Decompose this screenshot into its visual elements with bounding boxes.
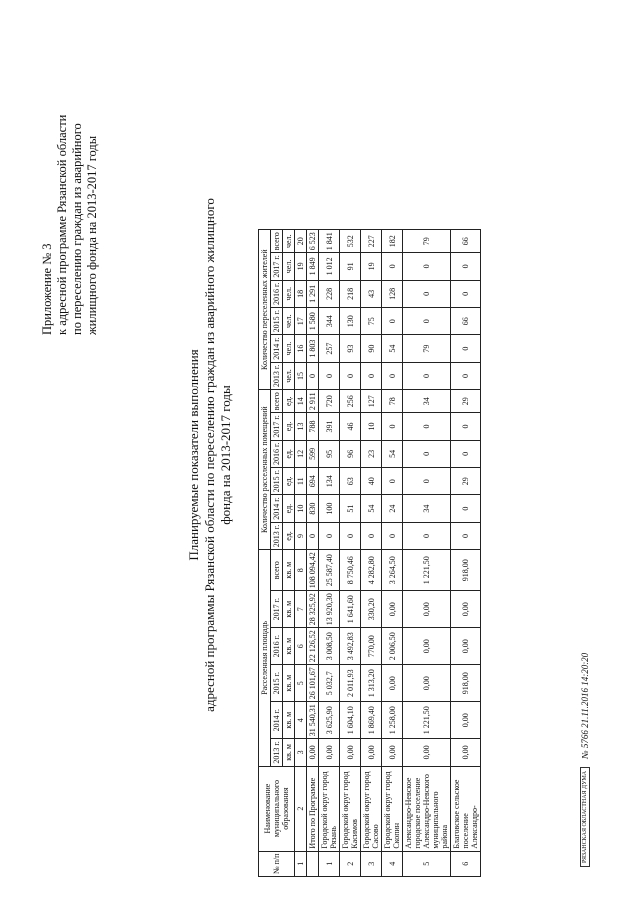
cell-people: 0 bbox=[403, 362, 451, 389]
header-year: всего bbox=[271, 390, 283, 413]
table-row bbox=[361, 230, 382, 877]
column-number: 12 bbox=[295, 440, 307, 467]
cell-rooms: 599 bbox=[307, 440, 319, 467]
cell-area: 918,00 bbox=[451, 665, 481, 702]
row-num: 3 bbox=[361, 851, 382, 876]
header-year: 2014 г. bbox=[271, 702, 283, 739]
cell-rooms: 134 bbox=[319, 468, 340, 495]
row-name: Благовское сельское поселение Александро- bbox=[451, 766, 481, 851]
cell-area: 28 325,92 bbox=[307, 591, 319, 628]
header-year: 2013 г. bbox=[271, 739, 283, 766]
cell-people: 1 803 bbox=[307, 335, 319, 362]
cell-rooms: 0 bbox=[403, 413, 451, 440]
document-title bbox=[186, 75, 234, 835]
header-unit: кв. м bbox=[283, 591, 295, 628]
cell-rooms: 0 bbox=[361, 522, 382, 549]
header-year: 2016 г. bbox=[271, 628, 283, 665]
header-unit: ед. bbox=[283, 522, 295, 549]
cell-people: 0 bbox=[340, 362, 361, 389]
cell-rooms: 24 bbox=[382, 495, 403, 522]
cell-people: 79 bbox=[403, 335, 451, 362]
header-unit: чел. bbox=[283, 253, 295, 280]
cell-area: 0,00 bbox=[340, 739, 361, 766]
cell-area: 1 313,20 bbox=[361, 665, 382, 702]
row-name: Городской округ город Скопин bbox=[382, 766, 403, 851]
appendix-line: Приложение № 3 bbox=[40, 243, 54, 335]
cell-rooms: 46 bbox=[340, 413, 361, 440]
header-year: 2014 г. bbox=[271, 335, 283, 362]
cell-people: 1 291 bbox=[307, 280, 319, 307]
cell-rooms: 0 bbox=[340, 522, 361, 549]
cell-area: 3 008,50 bbox=[319, 628, 340, 665]
cell-people: 532 bbox=[340, 230, 361, 253]
cell-people: 0 bbox=[403, 308, 451, 335]
cell-people: 0 bbox=[403, 280, 451, 307]
cell-area: 0,00 bbox=[403, 739, 451, 766]
header-year: всего bbox=[271, 550, 283, 591]
appendix-line: по переселению граждан из аварийного bbox=[70, 123, 84, 335]
cell-area: 0,00 bbox=[451, 591, 481, 628]
header-unit: кв. м bbox=[283, 665, 295, 702]
row-name: Городской округ город Рязань bbox=[319, 766, 340, 851]
cell-area: 0,00 bbox=[382, 591, 403, 628]
cell-rooms: 0 bbox=[451, 413, 481, 440]
cell-area: 918,00 bbox=[451, 550, 481, 591]
cell-rooms: 29 bbox=[451, 468, 481, 495]
header-area-group: Расселенная площадь bbox=[259, 550, 271, 766]
registry-stamp: РЯЗАНСКАЯ ОБЛАСТНАЯ ДУМА bbox=[580, 767, 590, 867]
cell-area: 31 540,31 bbox=[307, 702, 319, 739]
cell-people: 66 bbox=[451, 308, 481, 335]
cell-rooms: 100 bbox=[319, 495, 340, 522]
cell-rooms: 256 bbox=[340, 390, 361, 413]
header-num: № п/п bbox=[259, 851, 295, 876]
cell-people: 19 bbox=[361, 253, 382, 280]
cell-people: 218 bbox=[340, 280, 361, 307]
cell-people: 128 bbox=[382, 280, 403, 307]
cell-area: 3 264,50 bbox=[382, 550, 403, 591]
column-number: 13 bbox=[295, 413, 307, 440]
cell-area: 770,00 bbox=[361, 628, 382, 665]
cell-people: 43 bbox=[361, 280, 382, 307]
row-num: 4 bbox=[382, 851, 403, 876]
cell-area: 4 282,80 bbox=[361, 550, 382, 591]
cell-people: 1 580 bbox=[307, 308, 319, 335]
row-name: Городской округ город Касимов bbox=[340, 766, 361, 851]
header-year: 2015 г. bbox=[271, 665, 283, 702]
header-year: 2013 г. bbox=[271, 522, 283, 549]
cell-area: 0,00 bbox=[307, 739, 319, 766]
cell-rooms: 0 bbox=[451, 522, 481, 549]
header-name: Наименование муниципального образования bbox=[259, 766, 295, 851]
cell-area: 13 920,30 bbox=[319, 591, 340, 628]
table-row bbox=[382, 230, 403, 877]
cell-people: 0 bbox=[451, 253, 481, 280]
column-number: 8 bbox=[295, 550, 307, 591]
cell-area: 1 604,10 bbox=[340, 702, 361, 739]
column-number: 7 bbox=[295, 591, 307, 628]
cell-people: 130 bbox=[340, 308, 361, 335]
row-num bbox=[307, 851, 319, 876]
row-name: Городской округ город Сасово bbox=[361, 766, 382, 851]
cell-rooms: 788 bbox=[307, 413, 319, 440]
header-unit: ед. bbox=[283, 440, 295, 467]
cell-rooms: 0 bbox=[403, 468, 451, 495]
cell-rooms: 0 bbox=[403, 440, 451, 467]
cell-area: 26 101,67 bbox=[307, 665, 319, 702]
header-unit: чел. bbox=[283, 230, 295, 253]
cell-area: 0,00 bbox=[403, 665, 451, 702]
cell-rooms: 0 bbox=[403, 522, 451, 549]
header-unit: ед. bbox=[283, 495, 295, 522]
cell-area: 330,20 bbox=[361, 591, 382, 628]
title-line: фонда на 2013-2017 годы bbox=[218, 385, 233, 525]
cell-area: 2 011,93 bbox=[340, 665, 361, 702]
header-year: 2016 г. bbox=[271, 280, 283, 307]
header-unit: кв. м bbox=[283, 739, 295, 766]
column-number: 19 bbox=[295, 253, 307, 280]
cell-people: 0 bbox=[382, 362, 403, 389]
cell-rooms: 694 bbox=[307, 468, 319, 495]
cell-people: 0 bbox=[361, 362, 382, 389]
cell-area: 0,00 bbox=[451, 702, 481, 739]
cell-people: 0 bbox=[451, 335, 481, 362]
header-year: 2016 г. bbox=[271, 440, 283, 467]
column-number: 20 bbox=[295, 230, 307, 253]
header-unit: ед. bbox=[283, 468, 295, 495]
row-num: 6 bbox=[451, 851, 481, 876]
cell-area: 8 750,46 bbox=[340, 550, 361, 591]
cell-people: 1 841 bbox=[319, 230, 340, 253]
table-row bbox=[307, 230, 319, 877]
cell-rooms: 63 bbox=[340, 468, 361, 495]
cell-rooms: 34 bbox=[403, 390, 451, 413]
column-number: 1 bbox=[295, 851, 307, 876]
cell-people: 0 bbox=[319, 362, 340, 389]
indicators-table bbox=[258, 229, 481, 877]
cell-rooms: 54 bbox=[382, 440, 403, 467]
cell-rooms: 54 bbox=[361, 495, 382, 522]
header-year: 2015 г. bbox=[271, 308, 283, 335]
header-unit: ед. bbox=[283, 413, 295, 440]
appendix-line: к адресной программе Рязанской области bbox=[55, 114, 69, 335]
cell-rooms: 2 911 bbox=[307, 390, 319, 413]
column-number: 15 bbox=[295, 362, 307, 389]
cell-rooms: 127 bbox=[361, 390, 382, 413]
table-row bbox=[451, 230, 481, 877]
cell-rooms: 23 bbox=[361, 440, 382, 467]
header-year: 2017 г. bbox=[271, 591, 283, 628]
cell-rooms: 0 bbox=[382, 468, 403, 495]
cell-rooms: 0 bbox=[307, 522, 319, 549]
row-name: Александро-Невское городское поселение Александро-Невского муниципального района bbox=[403, 766, 451, 851]
cell-people: 257 bbox=[319, 335, 340, 362]
header-year: всего bbox=[271, 230, 283, 253]
document-number: № 5766 21.11.2016 14:20:20 bbox=[580, 652, 590, 759]
cell-people: 227 bbox=[361, 230, 382, 253]
cell-area: 0,00 bbox=[319, 739, 340, 766]
title-line: адресной программы Рязанской области по переселению граждан из аварийного жилищного bbox=[202, 198, 217, 712]
cell-area: 0,00 bbox=[403, 591, 451, 628]
cell-area: 22 126,52 bbox=[307, 628, 319, 665]
column-number: 4 bbox=[295, 702, 307, 739]
cell-people: 91 bbox=[340, 253, 361, 280]
cell-people: 0 bbox=[403, 253, 451, 280]
cell-area: 0,00 bbox=[361, 739, 382, 766]
row-num: 5 bbox=[403, 851, 451, 876]
cell-people: 1 012 bbox=[319, 253, 340, 280]
footer-stamp bbox=[580, 653, 590, 867]
cell-people: 182 bbox=[382, 230, 403, 253]
cell-rooms: 720 bbox=[319, 390, 340, 413]
column-number: 18 bbox=[295, 280, 307, 307]
column-number: 6 bbox=[295, 628, 307, 665]
header-unit: кв. м bbox=[283, 702, 295, 739]
cell-area: 0,00 bbox=[382, 739, 403, 766]
cell-area: 3 625,90 bbox=[319, 702, 340, 739]
cell-area: 25 587,40 bbox=[319, 550, 340, 591]
cell-area: 1 869,40 bbox=[361, 702, 382, 739]
header-year: 2014 г. bbox=[271, 495, 283, 522]
cell-people: 344 bbox=[319, 308, 340, 335]
cell-rooms: 29 bbox=[451, 390, 481, 413]
row-num: 2 bbox=[340, 851, 361, 876]
cell-people: 54 bbox=[382, 335, 403, 362]
cell-rooms: 51 bbox=[340, 495, 361, 522]
table-row bbox=[340, 230, 361, 877]
cell-rooms: 0 bbox=[451, 440, 481, 467]
table-row bbox=[403, 230, 451, 877]
cell-rooms: 95 bbox=[319, 440, 340, 467]
cell-people: 75 bbox=[361, 308, 382, 335]
appendix-header bbox=[40, 15, 100, 335]
header-unit: кв. м bbox=[283, 550, 295, 591]
cell-people: 6 523 bbox=[307, 230, 319, 253]
header-unit: чел. bbox=[283, 308, 295, 335]
cell-area: 0,00 bbox=[451, 739, 481, 766]
column-number: 2 bbox=[295, 766, 307, 851]
cell-people: 0 bbox=[382, 308, 403, 335]
header-year: 2017 г. bbox=[271, 253, 283, 280]
cell-people: 66 bbox=[451, 230, 481, 253]
cell-rooms: 830 bbox=[307, 495, 319, 522]
cell-people: 79 bbox=[403, 230, 451, 253]
header-unit: чел. bbox=[283, 280, 295, 307]
cell-area: 0,00 bbox=[382, 665, 403, 702]
cell-area: 108 094,42 bbox=[307, 550, 319, 591]
cell-rooms: 78 bbox=[382, 390, 403, 413]
title-line: Планируемые показатели выполнения bbox=[186, 349, 201, 561]
column-number: 17 bbox=[295, 308, 307, 335]
cell-area: 1 641,60 bbox=[340, 591, 361, 628]
cell-people: 90 bbox=[361, 335, 382, 362]
cell-rooms: 391 bbox=[319, 413, 340, 440]
header-year: 2015 г. bbox=[271, 468, 283, 495]
header-unit: ед. bbox=[283, 390, 295, 413]
cell-area: 0,00 bbox=[403, 628, 451, 665]
cell-rooms: 0 bbox=[319, 522, 340, 549]
column-number: 10 bbox=[295, 495, 307, 522]
header-unit: чел. bbox=[283, 335, 295, 362]
cell-area: 2 006,50 bbox=[382, 628, 403, 665]
cell-rooms: 96 bbox=[340, 440, 361, 467]
column-number: 16 bbox=[295, 335, 307, 362]
cell-rooms: 0 bbox=[451, 495, 481, 522]
cell-rooms: 10 bbox=[361, 413, 382, 440]
header-unit: кв. м bbox=[283, 628, 295, 665]
cell-rooms: 0 bbox=[382, 522, 403, 549]
cell-people: 1 849 bbox=[307, 253, 319, 280]
row-num: 1 bbox=[319, 851, 340, 876]
table-row bbox=[319, 230, 340, 877]
header-rooms-group: Количество расселенных помещений bbox=[259, 390, 271, 550]
column-number: 3 bbox=[295, 739, 307, 766]
cell-area: 1 221,50 bbox=[403, 702, 451, 739]
cell-people: 0 bbox=[307, 362, 319, 389]
appendix-line: жилищного фонда на 2013-2017 годы bbox=[85, 135, 99, 335]
cell-people: 228 bbox=[319, 280, 340, 307]
cell-area: 0,00 bbox=[451, 628, 481, 665]
cell-people: 0 bbox=[451, 280, 481, 307]
cell-rooms: 0 bbox=[382, 413, 403, 440]
cell-people: 0 bbox=[382, 253, 403, 280]
cell-people: 93 bbox=[340, 335, 361, 362]
cell-area: 3 492,83 bbox=[340, 628, 361, 665]
column-number: 9 bbox=[295, 522, 307, 549]
column-number: 14 bbox=[295, 390, 307, 413]
header-year: 2017 г. bbox=[271, 413, 283, 440]
cell-area: 1 258,00 bbox=[382, 702, 403, 739]
cell-people: 0 bbox=[451, 362, 481, 389]
header-unit: чел. bbox=[283, 362, 295, 389]
cell-area: 1 221,50 bbox=[403, 550, 451, 591]
column-number: 11 bbox=[295, 468, 307, 495]
cell-rooms: 40 bbox=[361, 468, 382, 495]
row-name: Итого по Программе bbox=[307, 766, 319, 851]
cell-rooms: 34 bbox=[403, 495, 451, 522]
header-people-group: Количество переселенных жителей bbox=[259, 230, 271, 390]
cell-area: 5 032,7 bbox=[319, 665, 340, 702]
column-number: 5 bbox=[295, 665, 307, 702]
header-year: 2013 г. bbox=[271, 362, 283, 389]
